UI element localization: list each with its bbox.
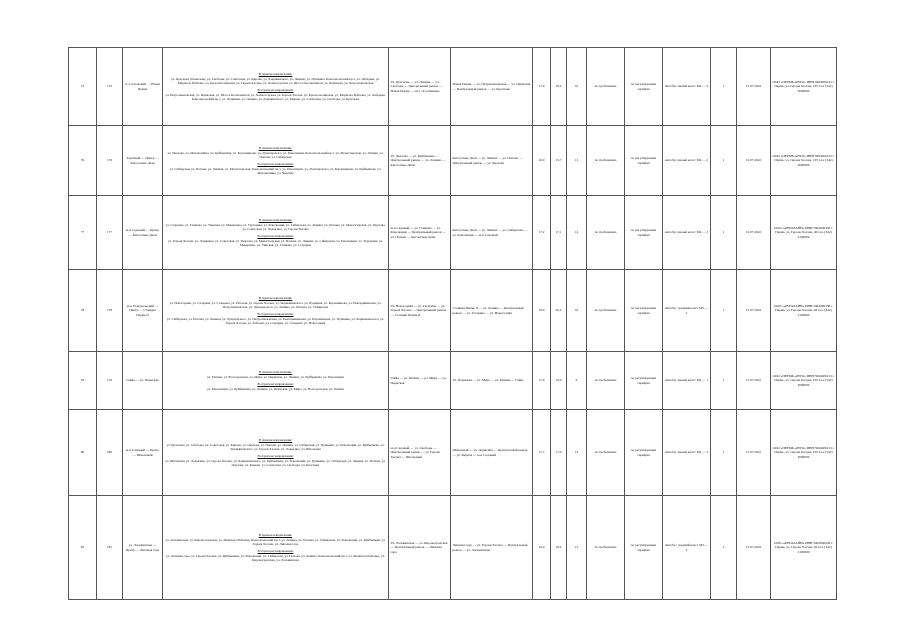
route-length-forward: 19,6 <box>533 270 551 352</box>
table-body <box>69 48 837 600</box>
route-number: 75 <box>69 48 97 126</box>
stops-forward: м-н Садовый — ул. Гашкова — ул. Революции — Центральный рынок — ул. Попова — Кислотные Дачи <box>389 196 451 270</box>
route-registry-table <box>68 47 837 600</box>
route-back-streets: ул. Шпальная, ул. Лодыгина, ул. Героев Хасана, ул. Чернышевского, ул. Куйбышева, ул. Революции, ул. Пушкина, ул. Сибирская, ул. Ленина, ул. Попова, ул. Окулова, ул. Кирова, ул. Советская, ул. Свободы, ул. Краснова <box>165 458 386 467</box>
stops-forward: Ул. Чкалова — ул. Куйбышева — Центральный рынок — ул. Ленина — Кислотные Дачи <box>389 126 451 196</box>
route-code: 181 <box>97 496 123 600</box>
route-name: м-н Садовый — Центр — Кислотные Дачи <box>123 196 163 270</box>
route-length-back: 16,0 <box>551 352 567 410</box>
table-row <box>69 126 837 196</box>
stop-count: 16 <box>567 270 587 352</box>
carrier-info: ООО «АВТОЛАЙН» ИНН 5902000456 г. Пермь, ул. Героев Хасана, 46 тел. (342) 2100000 <box>771 196 837 270</box>
route-forward-streets: ул. Краснова, ул. Свободы, ул. Советская, ул. Кирова, ул. Окулова, ул. Попова, ул. Ленина, ул. Сибирская, ул. Пушкина, ул. Революции, ул. Куйбышева, ул. Чернышевского, ул. Героев Хасана, ул. Лодыгина, ул. Шпальная <box>166 443 385 452</box>
route-length-back: 15,7 <box>551 126 567 196</box>
table-row <box>69 496 837 600</box>
route-back-streets: ул. Сибирская, ул. Попова, ул. Ленина, ул. Луначарского, ул. Петропавловская, ул. Екатерининская, ул. Борчанинова, ул. Пушкина, ул. Чернышевского, ул. Героев Хасана, ул. Рабочая, ул. Старцева, ул. Гагарина, ул. Новогодняя <box>166 316 385 325</box>
stop-count: 14 <box>567 196 587 270</box>
route-back-title: В обратном направлении: <box>257 87 294 92</box>
vehicle-class: Автобус малый класс М2 — 2 <box>663 48 711 126</box>
route-length-forward: 16,0 <box>533 126 551 196</box>
route-forward-title: В прямом направлении: <box>258 437 293 442</box>
vehicle-class: Автобус малый класс М2 — 2 <box>663 410 711 496</box>
table-row <box>69 410 837 496</box>
route-length-forward: 17,0 <box>533 352 551 410</box>
route-forward-streets: ул. Новогодняя, ул. Гагарина, ул. Старцева, ул. Рабочая, ул. Героев Хасана, ул. Чернышевского, ул. Пушкина, ул. Борчанинова, ул. Екатерининская, ул. Петропавловская, ул. Луначарского, ул. Ленина, ул. Попова, ул. Сибирская <box>169 301 382 310</box>
route-registry-page <box>68 47 836 599</box>
table-row <box>69 270 837 352</box>
route-path <box>163 410 389 496</box>
stops-back: Станция Пермь II — ул. Ленина — Центральный рынок — ул. Гагарина — ул. Новогодняя <box>451 270 533 352</box>
stops-back: Липовая гора — ул. Героев Хасана — Центральный рынок — ул. Ласьвинская <box>451 496 533 600</box>
route-path <box>163 270 389 352</box>
route-forward-title: В прямом направлении: <box>258 71 293 76</box>
start-date: 15.07.2022 <box>737 270 771 352</box>
route-length-back: 18,2 <box>551 48 567 126</box>
route-back-title: В обратном направлении: <box>257 161 294 166</box>
route-code: 178 <box>97 270 123 352</box>
stops-forward: Ул. Ласьвинская — ул. Кировоградская — Центральный рынок — Липовая гора <box>389 496 451 600</box>
route-name: м-н Углеуральский — Центр — Станция Пермь II <box>123 270 163 352</box>
stops-back: Кислотные Дачи — ул. Ленина — ул. Сибирская — ул. Революции — м-н Садовый <box>451 196 533 270</box>
route-name: п. Сосновский — Новая Пермь <box>123 48 163 126</box>
vehicle-class: Автобус малый класс М2 — 3 <box>663 196 711 270</box>
vehicle-class: Автобус средний класс М3 — 2 <box>663 270 711 352</box>
route-path <box>163 48 389 126</box>
stop-type: по требованию <box>587 270 625 352</box>
route-back-streets: ул. Петропавловская, ул. Пермская, ул. Шоссе Космонавтов, ул. Холмогорская, ул. Героев Хасана, ул. Краснополянская, ул. Маршала Рыбалко, ул. Лебедева, Комсомольский пр-т, ул. Пушкина, ул. Ленина, ул. Дзержинского, ул. Кирова, ул. Советская, ул. Свободы, ул. Краснова <box>165 92 386 101</box>
vehicle-qty: 1 <box>711 352 737 410</box>
route-name: ул. Ласьвинская — Центр — Липовая гора <box>123 496 163 600</box>
route-length-back: 17,9 <box>551 410 567 496</box>
tariff-type: по регулируемым тарифам <box>625 48 663 126</box>
vehicle-qty: 1 <box>711 270 737 352</box>
route-path <box>163 126 389 196</box>
stop-type: по требованию <box>587 126 625 196</box>
tariff-type: по регулируемым тарифам <box>625 496 663 600</box>
route-code: 177 <box>97 196 123 270</box>
route-code: 179 <box>97 352 123 410</box>
vehicle-qty: 1 <box>711 126 737 196</box>
start-date: 15.07.2022 <box>737 496 771 600</box>
stops-forward: Гайва — ул. Репина — ул. Мира — ул. Пермская <box>389 352 451 410</box>
route-number: 79 <box>69 352 97 410</box>
stops-back: Ул. Пермская — ул. Мира — ул. Репина — Гайва <box>451 352 533 410</box>
vehicle-class: Автобус малый класс М2 — 1 <box>663 352 711 410</box>
route-code: 175 <box>97 48 123 126</box>
tariff-type: по регулируемым тарифам <box>625 196 663 270</box>
route-forward-title: В прямом направлении: <box>258 145 293 150</box>
route-code: 180 <box>97 410 123 496</box>
carrier-info: ООО «АВТОЛАЙН» ИНН 5902000456 г. Пермь, ул. Героев Хасана, 46 тел. (342) 2100000 <box>771 496 837 600</box>
stops-forward: Ул. Краснова — ул. Ленина — ул. Свободы — Центральный рынок — Новая Пермь — Ост. «Гостиница» <box>389 48 451 126</box>
stops-forward: Ул. Новогодняя — ул. Гагарина — ул. Героев Хасана — Центральный рынок — Станция Пермь II <box>389 270 451 352</box>
table-row <box>69 48 837 126</box>
stops-back: Шпальный — ул. Лодыгина — Центральный рынок — ул. Кирова — м-н Садовый <box>451 410 533 496</box>
route-forward-title: В прямом направлении: <box>258 370 293 375</box>
route-back-title: В обратном направлении: <box>257 548 294 553</box>
route-back-title: В обратном направлении: <box>257 311 294 316</box>
route-length-back: 18,4 <box>551 496 567 600</box>
vehicle-qty: 1 <box>711 410 737 496</box>
route-forward-streets: ул. Старцева, ул. Гашкова, ул. Уинская, ул. Макаренко, ул. Тургенева, ул. Революции, ул. Сибирская, ул. Ленина, ул. Попова, ул. Монастырская, ул. Окулова, ул. Советская, ул. Лодыгина, ул. Героев Хасана <box>165 223 386 232</box>
route-forward-title: В прямом направлении: <box>258 532 293 537</box>
route-number: 78 <box>69 270 97 352</box>
route-forward-streets: ул. Краснова (Оханская), ул. Свободы, ул. Советская, ул. Кирова, ул. Дзержинского, ул. Ленина, ул. Пушкина, Комсомольский пр-т, ул. Лебедева, ул. Маршала Рыбалко, ул. Краснополянская, ул. Героев Хасана, ул. Холмогорская, ул. Шоссе Космонавтов, ул. Пермская, ул. Петропавловская <box>171 77 380 86</box>
route-path <box>163 496 389 600</box>
tariff-type: по регулируемым тарифам <box>625 126 663 196</box>
route-length-forward: 19,0 <box>533 496 551 600</box>
route-number: 77 <box>69 196 97 270</box>
route-length-forward: 17,2 <box>533 196 551 270</box>
tariff-type: по регулируемым тарифам <box>625 352 663 410</box>
route-forward-title: В прямом направлении: <box>258 295 293 300</box>
start-date: 15.07.2022 <box>737 126 771 196</box>
stop-count: 12 <box>567 126 587 196</box>
route-length-back: 20,2 <box>551 270 567 352</box>
route-back-streets: ул. Революции, ул. Куйбышева, ул. Ленина, ул. Пермская, ул. Мира, ул. Волгодонская, ул. Репина <box>207 386 344 391</box>
vehicle-qty: 1 <box>711 48 737 126</box>
carrier-info: ООО «ПЕРМЬ-АВТО» ИНН 5904000123 г. Пермь, ул. Героев Хасана, 105 тел. (342) 2000000 <box>771 352 837 410</box>
stops-back: Кислотные Дачи — ул. Ленина — ул. Попова — Центральный рынок — ул. Чкалова <box>451 126 533 196</box>
vehicle-qty: 1 <box>711 496 737 600</box>
start-date: 15.07.2022 <box>737 48 771 126</box>
start-date: 15.07.2022 <box>737 410 771 496</box>
carrier-info: ООО «ПЕРМЬ-АВТО» ИНН 5904000123 г. Пермь, ул. Героев Хасана, 105 тел. (342) 2000000 <box>771 126 837 196</box>
start-date: 15.07.2022 <box>737 196 771 270</box>
vehicle-class: Автобус малый класс М2 — 2 <box>663 126 711 196</box>
stop-type: по требованию <box>587 196 625 270</box>
stop-type: по требованию <box>587 410 625 496</box>
tariff-type: по регулируемым тарифам <box>625 410 663 496</box>
table-row <box>69 196 837 270</box>
route-path <box>163 196 389 270</box>
route-length-forward: 17,9 <box>533 48 551 126</box>
route-back-title: В обратном направлении: <box>257 233 294 238</box>
route-back-streets: ул. Сибирская, ул. Попова, ул. Ленина, ул. Монастырская, Комсомольский пр-т, ул. Революции, ул. Луначарского, ул. Борчанинова, ул. Куйбышева, ул. Механошина, ул. Чкалова <box>169 166 382 175</box>
carrier-info: ООО «ПЕРМЬ-АВТО» ИНН 5904000123 г. Пермь, ул. Героев Хасана, 105 тел. (342) 2000000 <box>771 410 837 496</box>
tariff-type: по регулируемым тарифам <box>625 270 663 352</box>
carrier-info: ООО «АВТОЛАЙН» ИНН 5902000456 г. Пермь, ул. Героев Хасана, 46 тел. (342) 2100000 <box>771 270 837 352</box>
stop-type: по требованию <box>587 352 625 410</box>
start-date: 15.07.2022 <box>737 352 771 410</box>
route-back-streets: ул. Героев Хасана, ул. Лодыгина, ул. Советская, ул. Окулова, ул. Монастырская, ул. Попова, ул. Ленина, ул. Сибирская, ул. Революции, ул. Тургенева, ул. Макаренко, ул. Уинская, ул. Гашкова, ул. Старцева <box>167 238 384 247</box>
route-length-back: 17,1 <box>551 196 567 270</box>
stop-count: 13 <box>567 410 587 496</box>
route-length-forward: 17,7 <box>533 410 551 496</box>
vehicle-class: Автобус средний класс М3 — 3 <box>663 496 711 600</box>
route-path <box>163 352 389 410</box>
stops-back: Новая Пермь — ул. Петропавловская — ул. Пермская — Центральный рынок — ул. Краснова <box>451 48 533 126</box>
route-code: 176 <box>97 126 123 196</box>
route-name: Гайва — ул. Пермская <box>123 352 163 410</box>
stop-count: 10 <box>567 48 587 126</box>
route-forward-title: В прямом направлении: <box>258 217 293 222</box>
route-back-streets: ул. Липовая гора, ул. Героев Хасана, ул. Куйбышева, ул. Революции, ул. Сибирская, ул. Попова, ул. Ленина, Комсомольский пр-т, ул. Маршала Рыбалко, ул. Кировоградская, ул. Ласьвинская <box>166 553 385 562</box>
stop-type: по требованию <box>587 496 625 600</box>
stop-count: 15 <box>567 496 587 600</box>
stops-forward: м-н Садовый — ул. Свободы — Центральный рынок — ул. Героев Хасана — Шпальный <box>389 410 451 496</box>
route-number: 76 <box>69 126 97 196</box>
route-back-title: В обратном направлении: <box>257 453 294 458</box>
vehicle-qty: 1 <box>711 196 737 270</box>
route-name: м-н Садовый — Центр — Шпальный <box>123 410 163 496</box>
route-forward-streets: ул. Репина, ул. Волгодонская, ул. Мира, ул. Пермская, ул. Ленина, ул. Куйбышева, ул. Революции <box>207 375 344 380</box>
stop-count: 9 <box>567 352 587 410</box>
table-row <box>69 352 837 410</box>
carrier-info: ООО «ПЕРМЬ-АВТО» ИНН 5904000123 г. Пермь, ул. Героев Хасана, 105 тел. (342) 2000000 <box>771 48 837 126</box>
route-name: Заречный — Центр — Кислотные Дачи <box>123 126 163 196</box>
route-number: 81 <box>69 496 97 600</box>
route-forward-streets: ул. Чкалова, ул. Механошина, ул. Куйбышева, ул. Борчанинова, ул. Луначарского, ул. Революции, Комсомольский пр-т, ул. Монастырская, ул. Ленина, ул. Попова, ул. Сибирская <box>167 151 384 160</box>
route-number: 80 <box>69 410 97 496</box>
stop-type: по требованию <box>587 48 625 126</box>
route-forward-streets: ул. Ласьвинская, ул. Кировоградская, ул. Маршала Рыбалко, Комсомольский пр-т, ул. Ленина, ул. Попова, ул. Сибирская, ул. Революции, ул. Куйбышева, ул. Героев Хасана, ул. Липовая гора <box>165 538 386 547</box>
route-back-title: В обратном направлении: <box>257 381 294 386</box>
